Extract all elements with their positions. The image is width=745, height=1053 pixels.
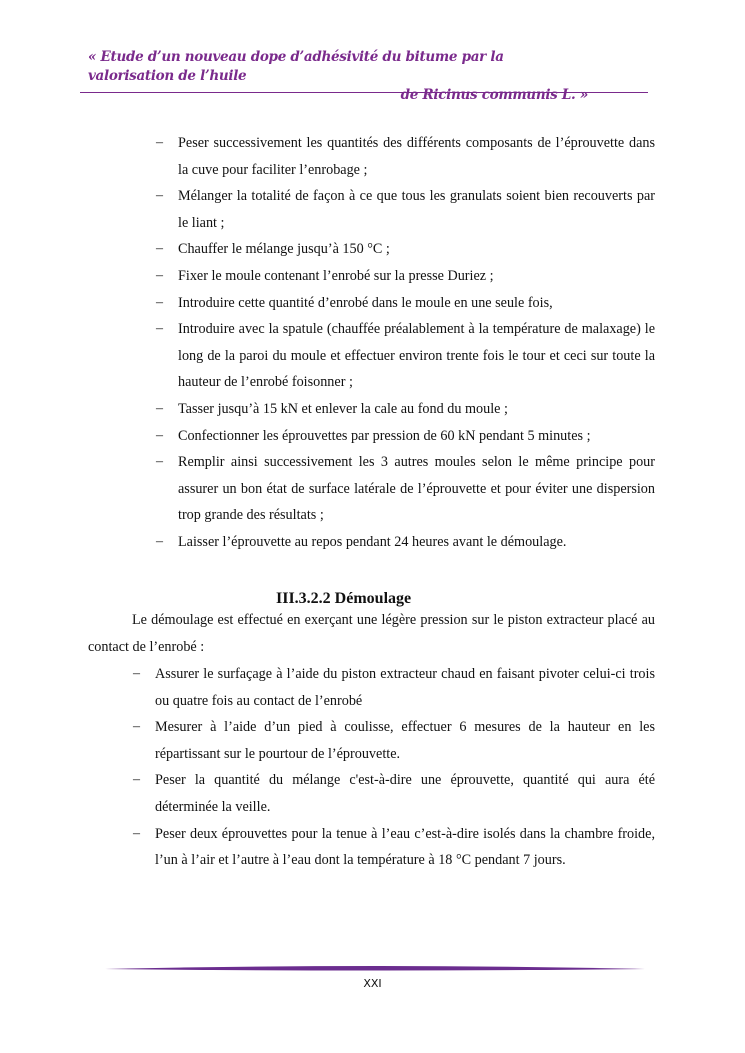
list-item: – Mélanger la totalité de façon à ce que tous les granulats soient bien recouverts par le liant ;: [178, 183, 655, 236]
page-number: XXI: [363, 977, 382, 990]
dash-bullet: –: [156, 267, 163, 283]
dash-bullet: –: [156, 188, 163, 204]
demoulage-list: [133, 661, 655, 874]
dash-bullet: –: [133, 772, 140, 788]
list-item: – Peser successivement les quantités des différents composants de l’éprouvette dans la cuve pour faciliter l’enrobage ;: [178, 130, 655, 183]
header-line-1: « Etude d’un nouveau dope d’adhésivité du bitume par la valorisation de l’huile: [88, 49, 504, 84]
list-item: – Laisser l’éprouvette au repos pendant 24 heures avant le démoulage.: [178, 529, 655, 556]
dash-bullet: –: [133, 666, 140, 681]
dash-bullet: –: [156, 241, 163, 257]
list-item: – Introduire cette quantité d’enrobé dans le moule en une seule fois,: [178, 290, 655, 317]
running-header: [88, 48, 588, 105]
list-item: – Confectionner les éprouvettes par pression de 60 kN pendant 5 minutes ;: [178, 423, 655, 450]
list-item: – Chauffer le mélange jusqu’à 150 °C ;: [178, 236, 655, 263]
dash-bullet: –: [156, 135, 163, 150]
dash-bullet: –: [156, 533, 163, 549]
footer-decorative-line: [105, 963, 645, 975]
dash-bullet: –: [133, 719, 140, 735]
dash-bullet: –: [156, 294, 163, 310]
list-item: – Mesurer à l’aide d’un pied à coulisse, effectuer 6 mesures de la hauteur en les répartissant sur le pourtour de l’éprouvette.: [155, 714, 655, 767]
list-item: – Introduire avec la spatule (chauffée préalablement à la température de malaxage) le long de la paroi du moule et effectuer environ trente fois le tour et ceci sur toute la hauteur de l’enrobé foisonner ;: [178, 316, 655, 396]
procedure-list: [156, 130, 655, 556]
header-rule: [80, 92, 648, 93]
header-line-2: de Ricinus communis L. »: [400, 87, 588, 103]
list-item: – Remplir ainsi successivement les 3 autres moules selon le même principe pour assurer un bon état de surface latérale de l’éprouvette et pour éviter une dispersion trop grande des résultats ;: [178, 449, 655, 529]
dash-bullet: –: [156, 427, 163, 443]
list-item: – Fixer le moule contenant l’enrobé sur la presse Duriez ;: [178, 263, 655, 290]
dash-bullet: –: [156, 321, 163, 337]
list-item: – Peser la quantité du mélange c'est-à-dire une éprouvette, quantité qui aura été déterminée la veille.: [155, 767, 655, 820]
dash-bullet: –: [156, 400, 163, 416]
dash-bullet: –: [133, 825, 140, 841]
section-title: III.3.2.2 Démoulage: [276, 590, 412, 607]
list-item: – Peser deux éprouvettes pour la tenue à l’eau c’est-à-dire isolés dans la chambre froide, l’un à l’air et l’autre à l’eau dont la température à 18 °C pendant 7 jours.: [155, 821, 655, 874]
dash-bullet: –: [156, 454, 163, 470]
list-item: – Tasser jusqu’à 15 kN et enlever la cale au fond du moule ;: [178, 396, 655, 423]
list-item: – Assurer le surfaçage à l’aide du piston extracteur chaud en faisant pivoter celui-ci trois ou quatre fois au contact de l’enrobé: [155, 661, 655, 714]
body-paragraph: Le démoulage est effectué en exerçant une légère pression sur le piston extracteur placé au contact de l’enrobé :: [88, 612, 655, 655]
